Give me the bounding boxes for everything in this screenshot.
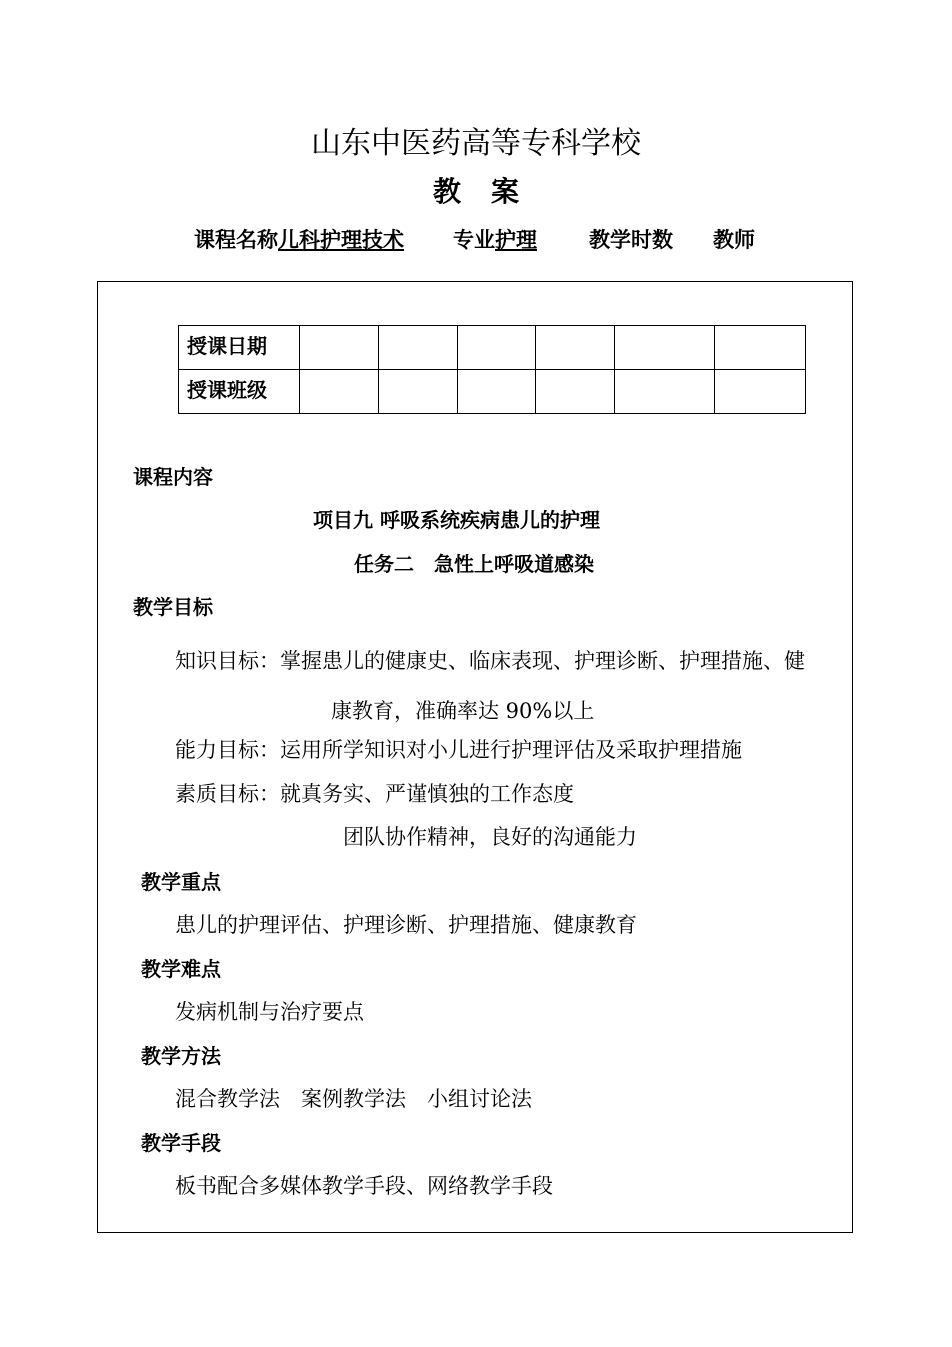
table-cell xyxy=(300,326,379,370)
table-row xyxy=(179,370,806,414)
ability-objective: 能力目标：运用所学知识对小儿进行护理评估及采取护理措施 xyxy=(175,738,742,762)
table-cell xyxy=(615,370,715,414)
task-title: 任务二 急性上呼吸道感染 xyxy=(354,552,594,576)
school-name: 山东中医药高等专科学校 xyxy=(311,126,641,161)
table-cell xyxy=(715,370,806,414)
table-cell xyxy=(458,370,536,414)
means-text: 板书配合多媒体教学手段、网络教学手段 xyxy=(175,1174,553,1198)
methods-text: 混合教学法 案例教学法 小组讨论法 xyxy=(175,1087,532,1111)
table-cell xyxy=(715,326,806,370)
table-cell xyxy=(458,326,536,370)
course-name-value: 儿科护理技术 xyxy=(278,227,404,252)
table-cell xyxy=(615,326,715,370)
difficulties-text: 发病机制与治疗要点 xyxy=(175,1000,364,1024)
means-heading: 教学手段 xyxy=(141,1131,221,1155)
project-title: 项目九 呼吸系统疾病患儿的护理 xyxy=(313,508,600,532)
major-label: 专业 xyxy=(453,227,495,252)
schedule-date-label: 授课日期 xyxy=(179,326,300,370)
methods-heading: 教学方法 xyxy=(141,1044,221,1068)
document-title: 教案 xyxy=(432,175,549,208)
table-cell xyxy=(379,370,458,414)
course-name-label: 课程名称 xyxy=(194,227,278,252)
objectives-heading: 教学目标 xyxy=(133,595,213,619)
teacher-label: 教师 xyxy=(713,227,755,252)
course-content-heading: 课程内容 xyxy=(133,465,213,489)
keypoints-text: 患儿的护理评估、护理诊断、护理措施、健康教育 xyxy=(175,913,637,937)
major-value: 护理 xyxy=(495,227,537,252)
teaching-hours-label: 教学时数 xyxy=(589,227,673,252)
table-cell xyxy=(300,370,379,414)
schedule-table xyxy=(178,325,806,414)
knowledge-objective: 知识目标：掌握患儿的健康史、临床表现、护理诊断、护理措施、健 xyxy=(175,649,805,673)
table-cell xyxy=(379,326,458,370)
quality-objective: 素质目标：就真务实、严谨慎独的工作态度 xyxy=(175,782,574,806)
schedule-class-label: 授课班级 xyxy=(179,370,300,414)
table-cell xyxy=(536,370,615,414)
table-cell xyxy=(536,326,615,370)
quality-objective-cont: 团队协作精神，良好的沟通能力 xyxy=(343,825,637,849)
difficulties-heading: 教学难点 xyxy=(141,957,221,981)
keypoints-heading: 教学重点 xyxy=(141,870,221,894)
table-row xyxy=(179,326,806,370)
knowledge-objective-cont: 康教育，准确率达 90%以上 xyxy=(331,699,595,723)
